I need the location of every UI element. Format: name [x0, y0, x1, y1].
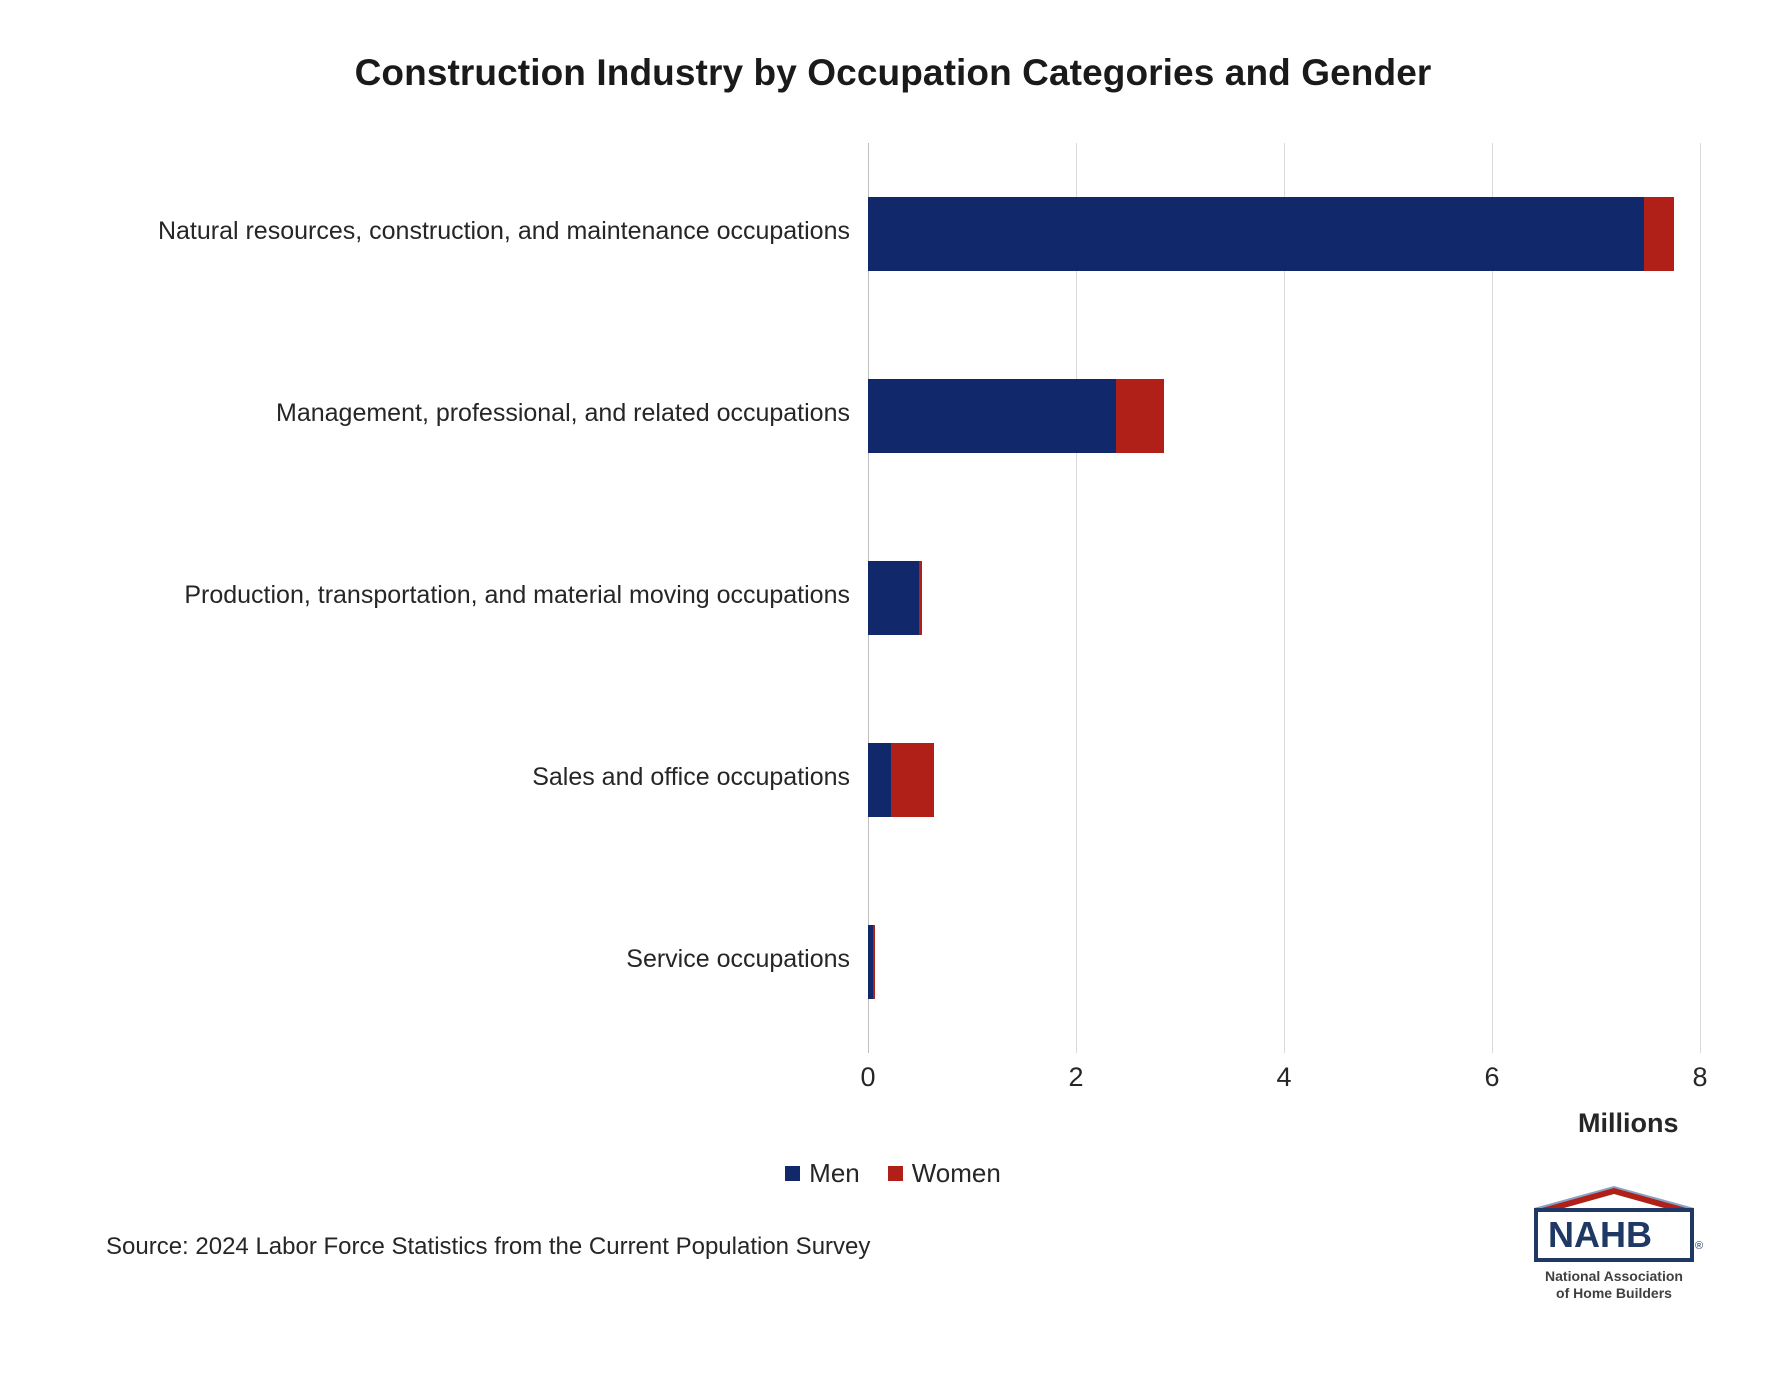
bar-segment-men	[868, 561, 919, 635]
source-note: Source: 2024 Labor Force Statistics from the Current Population Survey	[106, 1233, 871, 1260]
bar-segment-women	[919, 561, 922, 635]
legend-label: Men	[809, 1158, 860, 1188]
chart-title: Construction Industry by Occupation Categories and Gender	[354, 52, 1432, 93]
logo-subtitle-line: National Association	[1545, 1268, 1683, 1284]
plot-area	[868, 143, 1700, 1053]
nahb-logo	[1520, 1182, 1708, 1312]
x-tick-label: 8	[1692, 1062, 1708, 1092]
logo-subtitle	[1520, 1268, 1708, 1302]
bar-segment-men	[868, 743, 891, 817]
bar-segment-women	[1644, 197, 1674, 271]
x-tick-label: 0	[860, 1062, 876, 1092]
bar-group	[868, 379, 1700, 453]
bar-segment-men	[868, 197, 1644, 271]
category-label: Production, transportation, and material moving occupations	[184, 581, 850, 609]
bar-segment-women	[1116, 379, 1165, 453]
bars-layer	[868, 143, 1700, 1053]
legend-item[interactable]	[785, 1158, 860, 1189]
bar-segment-men	[868, 379, 1116, 453]
x-tick-label: 2	[1068, 1062, 1084, 1092]
category-label: Management, professional, and related occupations	[276, 399, 850, 427]
legend-swatch-icon	[785, 1166, 800, 1181]
logo-subtitle-line: of Home Builders	[1556, 1285, 1672, 1301]
gridline	[1700, 143, 1701, 1053]
bar-group	[868, 743, 1700, 817]
logo-wordmark: NAHB	[1548, 1214, 1652, 1255]
legend-label: Women	[911, 1158, 1001, 1188]
legend-swatch-icon	[888, 1166, 903, 1181]
bar-segment-women	[873, 925, 875, 999]
bar-group	[868, 197, 1700, 271]
bar-group	[868, 561, 1700, 635]
x-tick-label: 6	[1484, 1062, 1500, 1092]
x-tick-label: 4	[1276, 1062, 1292, 1092]
bar-segment-women	[891, 743, 934, 817]
category-label: Service occupations	[626, 945, 850, 973]
legend-item[interactable]	[888, 1158, 1001, 1189]
x-axis-title: Millions	[1578, 1108, 1679, 1138]
logo-registered-mark: ®	[1695, 1240, 1704, 1252]
category-label: Sales and office occupations	[532, 763, 850, 791]
bar-group	[868, 925, 1700, 999]
chart-legend	[0, 1158, 1786, 1189]
category-label: Natural resources, construction, and maintenance occupations	[157, 217, 850, 245]
